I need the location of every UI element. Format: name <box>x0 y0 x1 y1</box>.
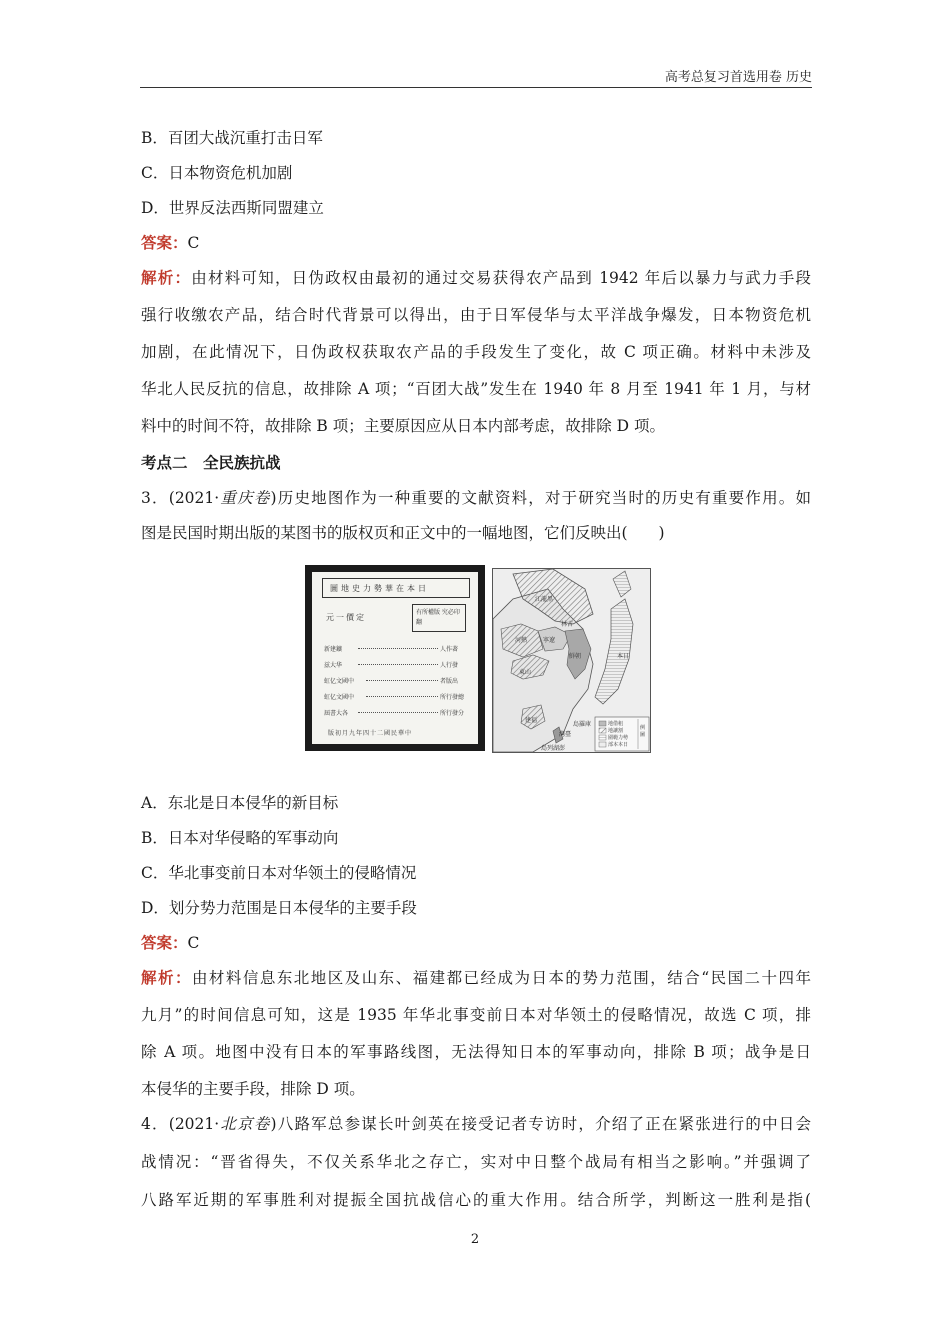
q3-answer-label: 答案： <box>141 933 188 952</box>
q3-option-b: B．日本对华侵略的军事动向 <box>141 829 339 847</box>
q2-analysis-line-4: 华北人民反抗的信息，故排除 A 项；“百团大战”发生在 1940 年 8 月至 1941 年 1 月，与材 <box>141 380 811 398</box>
q3-analysis-line-4: 本侵华的主要手段，排除 D 项。 <box>141 1080 365 1098</box>
q4-source: 北京卷 <box>219 1115 271 1133</box>
section-title: 考点二 全民族抗战 <box>141 453 281 472</box>
page-number: 2 <box>470 1232 480 1247</box>
q2-option-b: B．百团大战沉重打击日军 <box>141 129 323 147</box>
legend-title: 例圖 <box>640 725 646 738</box>
copyright-rights: 有所權版 究必印翻 <box>416 609 460 626</box>
q3-option-a: A．东北是日本侵华的新目标 <box>141 794 339 812</box>
header-divider <box>140 87 812 88</box>
page-header: 高考总复习首选用卷 历史 <box>664 70 812 85</box>
copyright-date: 版初月九年四十二國民華中 <box>328 730 413 737</box>
q3-option-d: D．划分势力范围是日本侵华的主要手段 <box>141 899 417 917</box>
copyright-title: 圖地史力勢華在本日 <box>330 584 429 593</box>
q4-stem-line-1: 4．(2021·北京卷)八路军总参谋长叶剑英在接受记者专访时，介绍了正在紧张进行的中日会 <box>141 1115 811 1133</box>
q2-analysis-line-2: 强行收缴农产品，结合时代背景可以得出，由于日军侵华与太平洋战争爆发，日本物资危机 <box>141 306 811 324</box>
q2-analysis-line-3: 加剧，在此情况下，日伪政权获取农产品的手段发生了变化，故 C 项正确。材料中未涉及 <box>141 343 811 361</box>
q2-answer-label: 答案： <box>141 233 188 252</box>
q3-analysis-line-3: 除 A 项。地图中没有日本的军事路线图，无法得知日本的军事动向，排除 B 项；战争是日 <box>141 1043 811 1061</box>
q2-analysis-label: 解析： <box>141 268 192 287</box>
q4-stem-line-3: 八路军近期的军事胜利对提振全国抗战信心的重大作用。结合所学，判断这一胜利是指( <box>141 1191 811 1209</box>
map-image: 江龍黑 林吉 河熱 寧遼 鮮朝 東山 本日 建福 灣臺 島列湖澎 島羅庫 地借租 地讓割 圍範力勢 部本本日 例圖 <box>492 568 651 753</box>
q2-option-c: C．日本物资危机加剧 <box>141 164 293 182</box>
q3-analysis-line-1: 解析：由材料信息东北地区及山东、福建都已经成为日本的势力范围，结合“民国二十四年 <box>141 968 811 987</box>
q3-answer <box>141 933 199 953</box>
q2-option-d: D．世界反法西斯同盟建立 <box>141 199 324 217</box>
map-drawing <box>493 569 650 752</box>
q2-answer <box>141 233 199 253</box>
q2-answer-value: C <box>187 234 200 252</box>
q3-answer-value: C <box>187 934 200 952</box>
q3-stem-line-2: 图是民国时期出版的某图书的版权页和正文中的一幅地图，它们反映出( ) <box>141 524 665 542</box>
q2-analysis-line-5: 料中的时间不符，故排除 B 项；主要原因应从日本内部考虑，故排除 D 项。 <box>141 417 666 435</box>
q2-analysis-line-1: 解析：由材料可知，日伪政权由最初的通过交易获得农产品到 1942 年后以暴力与武力手段 <box>141 268 811 287</box>
q3-analysis-label: 解析： <box>141 968 192 987</box>
q3-analysis-line-2: 九月”的时间信息可知，这是 1935 年华北事变前日本对华领土的侵略情况，故选 C 项，排 <box>141 1006 811 1024</box>
copyright-page-image: 圖地史力勢華在本日 元一價定 有所權版 究必印翻 新建鑛 兹大华 虹亿文國中 虹亿文國中 屆書大各 人作著 人行發 者版出 所行發總 所行發分 版初月九年四十二國民華中 <box>305 565 485 751</box>
q3-option-c: C．华北事变前日本对华领土的侵略情况 <box>141 864 417 882</box>
q3-stem-line-1: 3．(2021·重庆卷)历史地图作为一种重要的文献资料，对于研究当时的历史有重要作用。如 <box>141 489 811 507</box>
q3-source: 重庆卷 <box>219 489 271 507</box>
q4-stem-line-2: 战情况：“晋省得失，不仅关系华北之存亡，实对中日整个战局有相当之影响。”并强调了 <box>141 1153 811 1171</box>
copyright-price: 元一價定 <box>326 613 366 622</box>
q3-figure <box>305 565 649 751</box>
